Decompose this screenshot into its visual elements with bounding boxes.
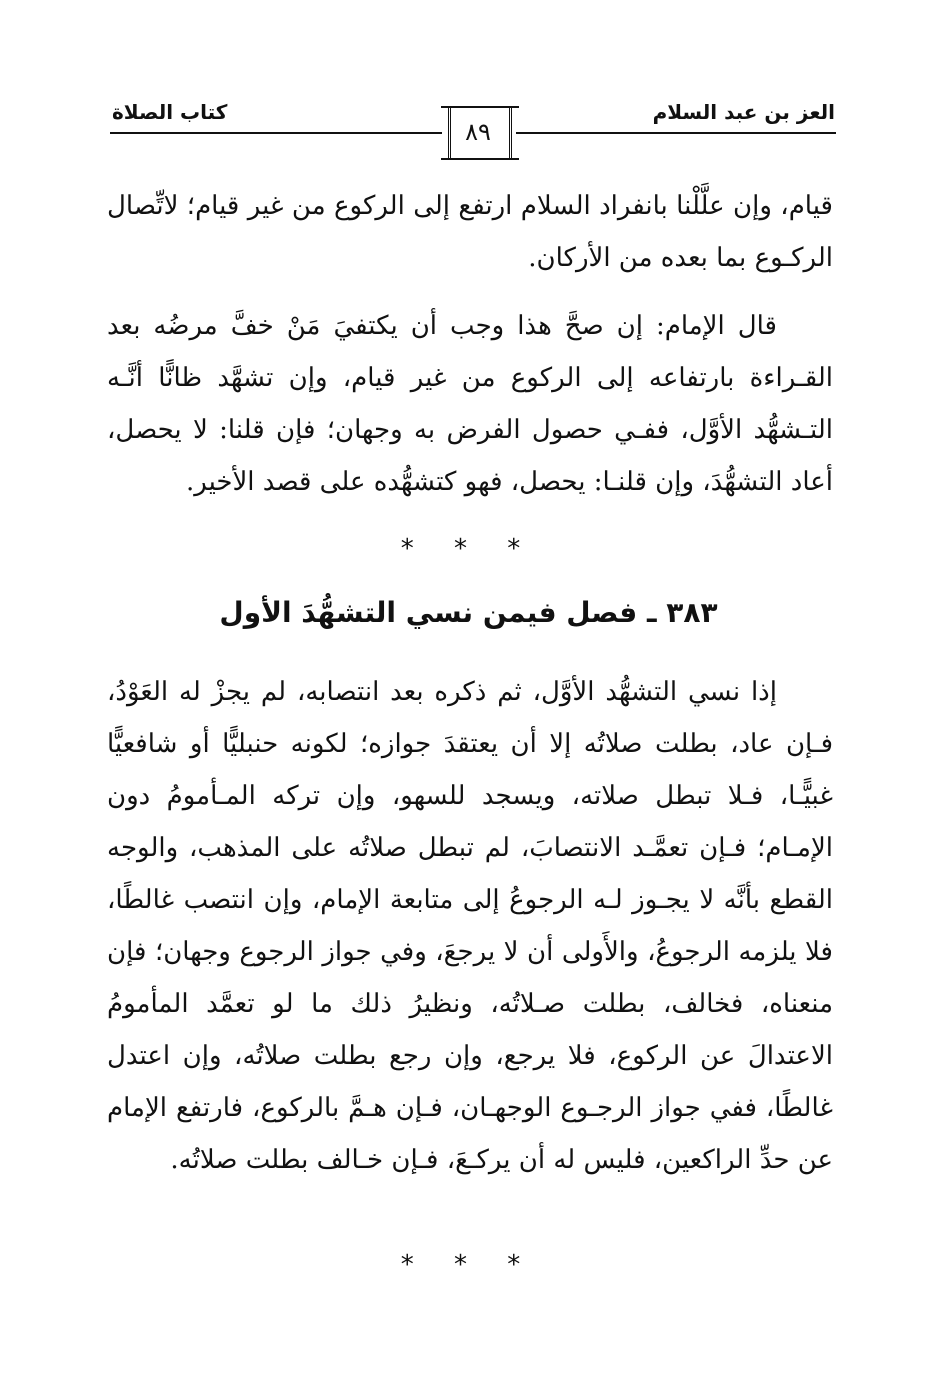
section-separator: * * *	[400, 534, 537, 564]
section-paragraph	[107, 666, 833, 1186]
paragraph-text: قيام، وإن علَّلْنا بانفراد السلام ارتفع إلى الركوع من غير قيام؛ لاتِّصال الركـوع بما بعده من الأركان.	[107, 191, 833, 273]
header-book-title: كتاب الصلاة	[112, 100, 228, 124]
header-rule-right	[516, 132, 836, 134]
continuation-paragraph	[107, 180, 833, 284]
header-author: العز بن عبد السلام	[652, 100, 835, 124]
paragraph-text: قال الإمام: إن صحَّ هذا وجب أن يكتفيَ مَنْ خفَّ مرضُه بعد القـراءة بارتفاعه إلى الركوع من غير قيام، وإن تشهَّد ظانًّا أنَّـه التـشهُّد الأوَّل، ففـي حصول الفرض به وجهان؛ فإن قلنا: لا يحصل، أعاد التشهُّدَ، وإن قلنـا: يحصل، فهو كتشهُّده على قصد الأخير.	[107, 311, 833, 497]
imam-paragraph	[107, 300, 833, 508]
section-separator: * * *	[400, 1250, 537, 1280]
header-rule-left	[110, 132, 442, 134]
paragraph-text: إذا نسي التشهُّد الأوَّل، ثم ذكره بعد انتصابه، لم يجزْ له العَوْدُ، فـإن عاد، بطلت صلاتُه إلا أن يعتقدَ جوازه؛ لكونه حنبليًّا أو شافعيًّا غبيًّـا، فـلا تبطل صلاته، ويسجد للسهو، وإن تركه المـأمومُ دون الإمـام؛ فـإن تعمَّـد الانتصابَ، لم تبطل صلاتُه على المذهب، والوجه القطع بأنَّه لا يجـوز لـه الرجوعُ إلى متابعة الإمام، وإن انتصب غالطًا، فلا يلزمه الرجوعُ، والأَولى أن لا يرجعَ، وفي جواز الرجوع وجهان؛ فإن منعناه، فخالف، بطلت صـلاتُه، ونظيرُ ذلك ما لو تعمَّد المأمومُ الاعتدالَ عن الركوع، فلا يرجع، وإن رجع بطلت صلاتُه، وإن اعتدل غالطًا، ففي جواز الرجـوع الوجهـان، فـإن هـمَّ بالركوع، فارتفع الإمام عن حدِّ الراكعين، فليس له أن يركـعَ، فـإن خـالف بطلت صلاتُه.	[107, 677, 834, 1175]
page-number-frame	[440, 104, 516, 164]
page-number: ٨٩	[465, 118, 491, 146]
section-heading: ٣٨٣ ـ فصل فيمن نسي التشهُّدَ الأول	[219, 596, 718, 629]
